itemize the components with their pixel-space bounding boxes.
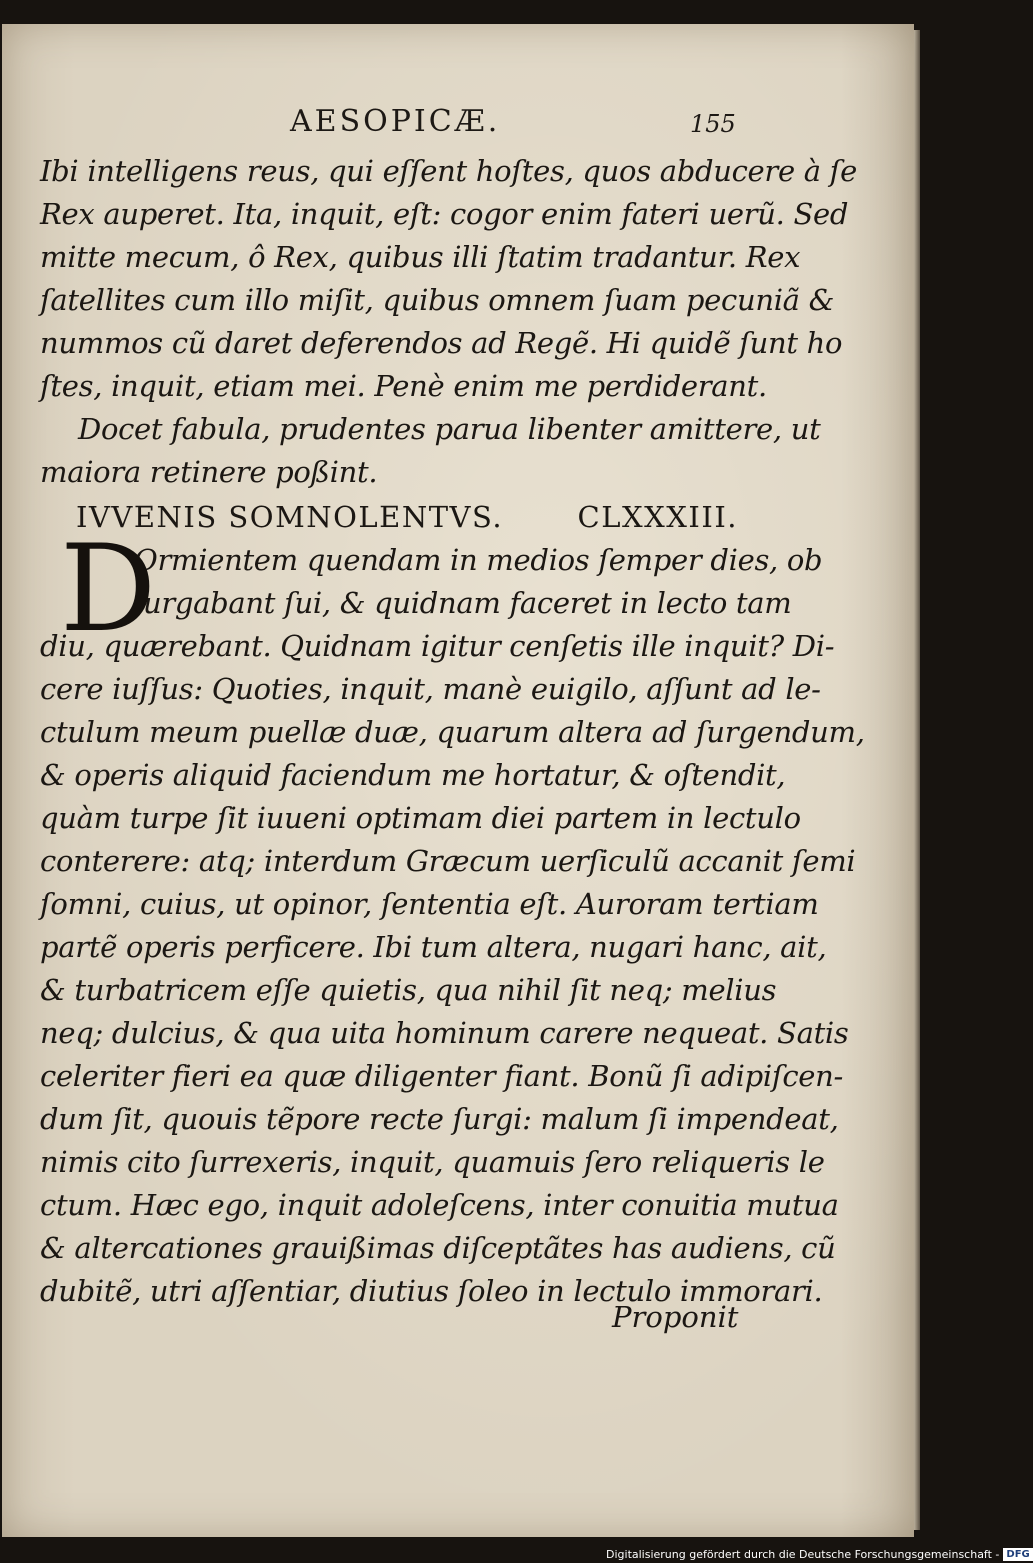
text-line: Ibi intelligens reus, qui eſſent hoſtes, quos abducere à ſe (40, 154, 857, 188)
text-line: quàm turpe ſit iuueni optimam diei partem in lectulo (40, 801, 801, 835)
text-line: Rex auperet. Ita, inquit, eſt: cogor enim fateri uerũ. Sed (40, 197, 849, 231)
text-line: ctum. Hæc ego, inquit adoleſcens, inter conuitia mutua (40, 1188, 839, 1222)
moral-line: maiora retinere poßint. (40, 455, 378, 489)
text-line: ſomni, cuius, ut opinor, ſententia eſt. Auroram tertiam (40, 887, 819, 921)
text-line: Ormientem quendam in medios ſemper dies, ob (134, 543, 823, 577)
text-line: & turbatricem eſſe quietis, qua nihil ſit neq; melius (40, 973, 777, 1007)
drop-capital: D (60, 520, 157, 659)
text-line: ctulum meum puellæ duæ, quarum altera ad ſurgendum, (40, 715, 865, 749)
text-line: ſatellites cum illo miſit, quibus omnem ſuam pecuniã & (40, 283, 835, 317)
text-line: ſtes, inquit, etiam mei. Penè enim me perdiderant. (40, 369, 767, 403)
text-line: cere iuſſus: Quoties, inquit, manè euigilo, aſſunt ad le- (40, 672, 821, 706)
text-line: dum ſit, quouis tẽpore recte ſurgi: malum ſi impendeat, (40, 1102, 839, 1136)
page-number: 155 (690, 110, 736, 138)
page-header (0, 100, 1000, 140)
text-line: partẽ operis perficere. Ibi tum altera, nugari hanc, ait, (40, 930, 827, 964)
running-head: AESOPICÆ. (290, 104, 501, 139)
fable-title: IVVENIS SOMNOLENTVS. (76, 500, 504, 534)
text-line: celeriter fieri ea quæ diligenter fiant. Bonũ ſi adipiſcen- (40, 1059, 843, 1093)
page-text (40, 150, 865, 1313)
dfg-logo: DFG (1003, 1548, 1032, 1561)
text-line: iurgabant ſui, & quidnam faceret in lecto tam (134, 586, 792, 620)
text-line: nummos cũ daret deferendos ad Regẽ. Hi quidẽ ſunt ho (40, 326, 843, 360)
credit-text: Digitalisierung gefördert durch die Deutsche Forschungsgemeinschaft - (606, 1548, 1000, 1561)
digitization-credit (606, 1546, 1030, 1563)
moral-line: Docet fabula, prudentes parua libenter amittere, ut (78, 412, 821, 446)
text-line: mitte mecum, ô Rex, quibus illi ſtatim tradantur. Rex (40, 240, 801, 274)
catchword: Proponit (612, 1300, 739, 1334)
text-line: dubitẽ, utri aſſentiar, diutius ſoleo in lectulo immorari. (40, 1274, 823, 1308)
text-line: neq; dulcius, & qua uita hominum carere nequeat. Satis (40, 1016, 849, 1050)
text-line: nimis cito ſurrexeris, inquit, quamuis ſero reliqueris le (40, 1145, 825, 1179)
text-line: & operis aliquid faciendum me hortatur, & oſtendit, (40, 758, 786, 792)
text-line: conterere: atq; interdum Græcum uerſiculũ accanit ſemi (40, 844, 856, 878)
fable-number: CLXXXIII. (577, 500, 738, 534)
page-edge (914, 30, 920, 1530)
text-line: diu, quærebant. Quidnam igitur cenſetis ille inquit? Di- (40, 629, 835, 663)
text-line: & altercationes grauißimas diſceptãtes has audiens, cũ (40, 1231, 836, 1265)
